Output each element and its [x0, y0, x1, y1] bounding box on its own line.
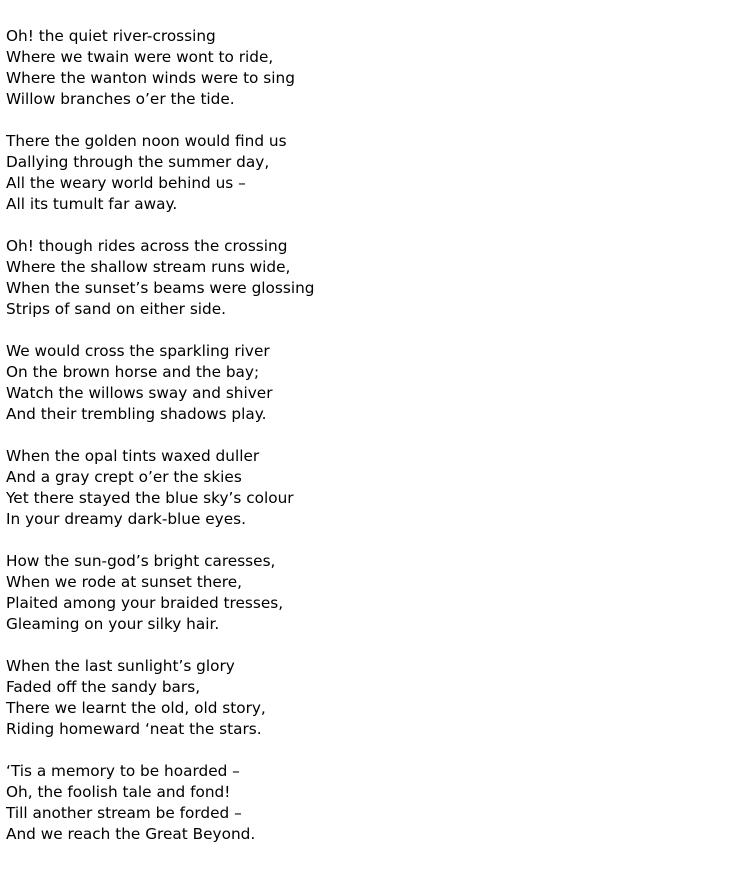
- poem-line: When the last sunlight’s glory: [6, 657, 235, 675]
- poem-line: In your dreamy dark-blue eyes.: [6, 510, 246, 528]
- stanza: [6, 446, 736, 530]
- poem-line: And a gray crept o’er the skies: [6, 468, 242, 486]
- poem-line: When the sunset’s beams were glossing: [6, 279, 315, 297]
- poem-line: Where the shallow stream runs wide,: [6, 258, 291, 276]
- poem-line: All the weary world behind us –: [6, 174, 246, 192]
- poem-line: There the golden noon would find us: [6, 132, 287, 150]
- stanza: [6, 26, 736, 110]
- poem-line: Dallying through the summer day,: [6, 153, 270, 171]
- poem-text: [6, 26, 736, 845]
- poem-line: And we reach the Great Beyond.: [6, 825, 256, 843]
- poem-line: All its tumult far away.: [6, 195, 178, 213]
- poem-line: On the brown horse and the bay;: [6, 363, 260, 381]
- poem-line: We would cross the sparkling river: [6, 342, 270, 360]
- stanza: [6, 236, 736, 320]
- stanza: [6, 656, 736, 740]
- poem-line: When we rode at sunset there,: [6, 573, 243, 591]
- poem-line: And their trembling shadows play.: [6, 405, 267, 423]
- poem-line: Plaited among your braided tresses,: [6, 594, 284, 612]
- poem-line: How the sun-god’s bright caresses,: [6, 552, 276, 570]
- poem-line: Oh! the quiet river-crossing: [6, 27, 216, 45]
- poem-line: When the opal tints waxed duller: [6, 447, 260, 465]
- poem-line: Where the wanton winds were to sing: [6, 69, 295, 87]
- poem-line: Oh, the foolish tale and fond!: [6, 783, 231, 801]
- poem-line: Strips of sand on either side.: [6, 300, 227, 318]
- poem-line: Yet there stayed the blue sky’s colour: [6, 489, 294, 507]
- poem-line: There we learnt the old, old story,: [6, 699, 266, 717]
- poem-line: Oh! though rides across the crossing: [6, 237, 288, 255]
- poem-line: Watch the willows sway and shiver: [6, 384, 273, 402]
- poem-line: Where we twain were wont to ride,: [6, 48, 274, 66]
- stanza: [6, 131, 736, 215]
- poem-line: Gleaming on your silky hair.: [6, 615, 220, 633]
- poem-line: Faded off the sandy bars,: [6, 678, 201, 696]
- poem-line: Willow branches o’er the tide.: [6, 90, 235, 108]
- poem-line: Riding homeward ‘neat the stars.: [6, 720, 262, 738]
- poem-line: ‘Tis a memory to be hoarded –: [6, 762, 240, 780]
- poem-line: Till another stream be forded –: [6, 804, 242, 822]
- stanza: [6, 761, 736, 845]
- stanza: [6, 341, 736, 425]
- stanza: [6, 551, 736, 635]
